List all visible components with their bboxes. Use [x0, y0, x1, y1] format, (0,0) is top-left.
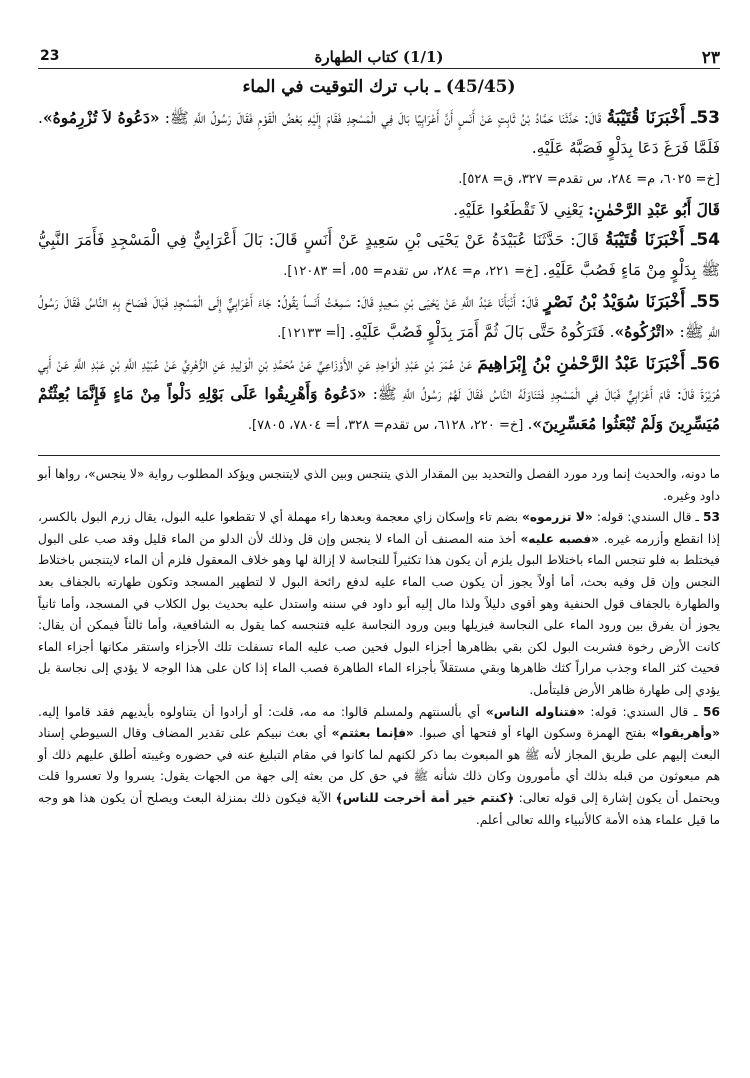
footnote-text: أي بألسنتهم ولمسلم قالوا: مه مه، قلت: أو أرادوا أن يتناولوه بأيديهم فقد قاموا إليه.	[38, 704, 486, 719]
hadith-references: [خ= ٦٠٢٥، م= ٢٨٤، س تقدم= ٣٢٧، ق= ٥٢٨].	[458, 172, 720, 187]
hadith-text-after: . فَتَرَكُوهُ حَتَّى بَالَ ثُمَّ أَمَرَ بِدَلْوٍ فَصُبَّ عَلَيْهِ.	[349, 323, 615, 341]
hadith-quote: «دَعُوهُ لاَ تُزْرِمُوهُ»	[42, 108, 160, 127]
footnote-quote: «فصبه عليه»	[520, 531, 600, 546]
footnote-quote: «وأهريقوا»	[651, 726, 720, 741]
footnote-text: الآية فيكون ذلك بمنزلة البعث ويصلح أن يكون هذا هو وجه ما قيل علماء هذه الأمة كالأنبياء والله تعالى أعلم.	[38, 790, 720, 827]
hadith-narrator: ـ أَخْبَرَنَا سُوَيْدُ بْنُ نَصْرٍ	[543, 292, 697, 312]
hadith-number: 54	[696, 230, 720, 250]
hadith-text: قَالَ: حَدَّثَنَا حَمَّادُ بْنُ ثَابِتٍ عَنْ أَنَسٍ أَنَّ أَعْرَابِيًا بَالَ فِي الْمَسْجِدِ فَقَامَ إِلَيْهِ بَعْضُ الْقَوْمِ فَقَالَ رَسُولُ اللَّهِ ﷺ:	[159, 109, 607, 127]
hadith-number: 55	[696, 292, 721, 312]
footnote-number: 56	[703, 704, 720, 719]
hadith-narrator: ـ أَخْبَرَنَا عَبْدُ الرَّحْمٰنِ بْنُ إِبْرَاهِيمَ	[477, 354, 697, 374]
hadith-55	[38, 287, 720, 349]
footnotes	[38, 464, 720, 831]
page-header	[38, 36, 720, 69]
running-title: (1/1) كتاب الطهارة	[314, 48, 444, 66]
hadith-quote: «اتْرُكُوهُ»	[614, 322, 675, 341]
hadith-text-after: . فَلَمَّا فَرَغَ دَعَا بِدَلْوٍ فَصَبَّهُ عَلَيْهِ.	[38, 109, 720, 157]
main-text	[38, 77, 720, 441]
footnote-text: أخذ منه المصنف أن الماء لا ينجس وإن قل وذلك لأن الدلو من الماء قليل وقد صب على البول فيختلط به فلو تنجس الماء باختلاط البول يلزم أن يكون هذا تكثيراً للنجاسة لا إزالة لها وهو خلاف المعقول فلزم أن الماء لايتنجس باختلاط النجس وإن قل وفيه بحث، أما أولاً يجوز أن يكون صب الماء عليه لدفع رائحة البول لا لتطهير المسجد وتكون طهارته بالجفاف بعد والطهارة بالجفاف قول الحنفية وهو أقوى دليلاً ولذا مال إليه أبو داود في سننه واستدل عليه بحديث بول الكلاب في المسجد، وأما ثانياً يجوز أن يفرق بين ورود الماء على النجاسة فيزيلها وبين ورود النجاسة عليه فتنجسه كما يقول به الشافعية، وأما ثالثاً فيمكن أن يقال: كانت الأرض رخوة فشربت البول لكن بقي بظاهرها أجزاء البول فحين صب عليه الماء تسفلت تلك الأجزاء واستقر مكانها أجزاء الماء فحيث كثر الماء وجذب مراراً كثك ظاهرها وبقي مستقلاً بأجزاء الماء الطاهرة فصب الماء إذا كان على هذا الوجه لا يؤدي إلى نجاسة بل يؤدي إلى طهارة ظاهر الأرض فليتأمل.	[38, 531, 720, 697]
hadith-number: 53	[696, 108, 720, 128]
footnote-lead: ـ قال السندي: قوله:	[592, 510, 704, 525]
footnote-text: أي بعث نبيكم على تقدير المضاف وقال السيوطي إسناد البعث إليهم على طريق المجاز لأنه ﷺ هو المبعوث بما ذكر لكنهم لما كانوا في مقام التبليغ عنه في حضوره وغيبته أطلق عليهم ذلك أو هم مبعوثون من قبله بذلك أي مأمورون وكان ذلك شأنه ﷺ في حق كل من بعثه إلى جهة من الجهات يقول: يسروا ولا تعسروا قلت ويحتمل أن يكون إشارة إلى قوله تعالى:	[38, 726, 721, 805]
note-text: يَعْنِي لاَ تَقْطَعُوا عَلَيْهِ.	[453, 201, 589, 219]
hadith-number: 56	[696, 354, 720, 374]
footnote-quote: «فتناوله الناس»	[485, 704, 585, 719]
hadith-text: عَنْ عُمَرَ بْنِ عَبْدِ الْوَاحِدِ عَنِ الأَوْزَاعِيِّ عَنْ مُحَمَّدِ بْنِ الْوَلِيدِ عَنِ الزُّهْرِيِّ عَنْ عُبَيْدِ اللَّهِ بْنِ عَبْدِ اللَّهِ عَنْ أَبِي هُرَيْرَةَ قَالَ: قَامَ أَعْرَابِيٌّ فَبَالَ فِي الْمَسْجِدِ فَتَنَاوَلَهُ النَّاسُ فَقَالَ لَهُمْ رَسُولُ اللَّهِ ﷺ:	[38, 355, 720, 403]
hadith-text: قَالَ: حَدَّثَنَا عُبَيْدَةُ عَنْ يَحْيَى بْنِ سَعِيدٍ عَنْ أَنَسٍ قَالَ: بَالَ أَعْرَابِيٌّ فِي الْمَسْجِدِ فَأَمَرَ النَّبِيُّ ﷺ بِدَلْوٍ مِنْ مَاءٍ فَصُبَّ عَلَيْهِ.	[38, 231, 720, 279]
footnote-text: بضم تاء وإسكان زاي معجمة وبعدها راء مهملة أي لا تقطعوا عليه البول، يقال زرم البول بالكسر، إذا انقطع وأزرمه غيره.	[38, 510, 720, 546]
hadith-quote: «دَعُوهُ وَأَهْرِيقُوا عَلَى بَوْلِهِ دَلْواً مِنْ مَاءٍ فَإِنَّمَا بُعِثْتُمْ مُيَسِّرِينَ وَلَمْ تُبْعَثُوا مُعَسِّرِينَ»	[38, 384, 720, 433]
hadith-references: [خ= ٢٢١، م= ٢٨٤، س تقدم= ٥٥، أ= ١٢٠٨٣].	[283, 264, 543, 279]
hadith-53-note	[38, 195, 720, 225]
hadith-56	[38, 349, 720, 441]
footnote-56	[38, 702, 720, 832]
hadith-text-after: .	[527, 415, 533, 433]
footnote-continuation: ما دونه، والحديث إنما ورد مورد الفصل والتحديد بين المقدار الذي يتنجس وبين الذي لايتنجس ويؤكد المطلوب رواية «لا ينجس»، رواها أبو داود وغيره.	[38, 467, 720, 503]
footnote-divider	[38, 455, 720, 456]
hadith-54	[38, 225, 720, 287]
footnote-quran-quote: ﴿كنتم خير أمة أخرجت للناس﴾	[335, 790, 515, 805]
footnote-number: 53	[703, 510, 720, 525]
hadith-references: [خ= ٢٢٠، ٦١٢٨، س تقدم= ٣٢٨، أ= ٧٨٠٤، ٧٨٠٥].	[247, 418, 528, 433]
footnote-quote: «فإنما بعثتم»	[331, 726, 414, 741]
page-number-latin: 23	[40, 48, 60, 64]
page	[38, 36, 720, 1066]
page-number-arabic: ٢٣	[701, 48, 720, 68]
hadith-references: [أ= ١٢١٣٣].	[277, 326, 350, 341]
hadith-narrator: ـ أَخْبَرَنَا قُتَيْبَةُ	[604, 230, 697, 250]
note-lead: قَالَ أَبُو عَبْدِ الرَّحْمٰنِ:	[588, 200, 720, 219]
hadith-53	[38, 103, 720, 195]
footnote-53	[38, 507, 720, 701]
hadith-narrator: ـ أَخْبَرَنَا قُتَيْبَةُ	[606, 108, 697, 128]
footnote-lead: ـ قال السندي: قوله:	[584, 704, 704, 719]
hadith-text: قَالَ: أَنْبَأَنَا عَبْدُ اللَّهِ عَنْ يَحْيَى بْنِ سَعِيدٍ قَالَ: سَمِعْتُ أَنَساً يَقُولُ: جَاءَ أَعْرَابِيٌّ إِلَى الْمَسْجِدِ فَبَالَ فَصَاحَ بِهِ النَّاسُ فَقَالَ رَسُولُ اللَّهِ ﷺ:	[38, 293, 720, 341]
footnote-quote: «لا تزرموه»	[522, 510, 593, 525]
footnote-text: بفتح الهمزة وسكون الهاء أو فتحها أي صبوا.	[413, 726, 652, 741]
chapter-title: (45/45) ـ باب ترك التوقيت في الماء	[242, 77, 516, 97]
